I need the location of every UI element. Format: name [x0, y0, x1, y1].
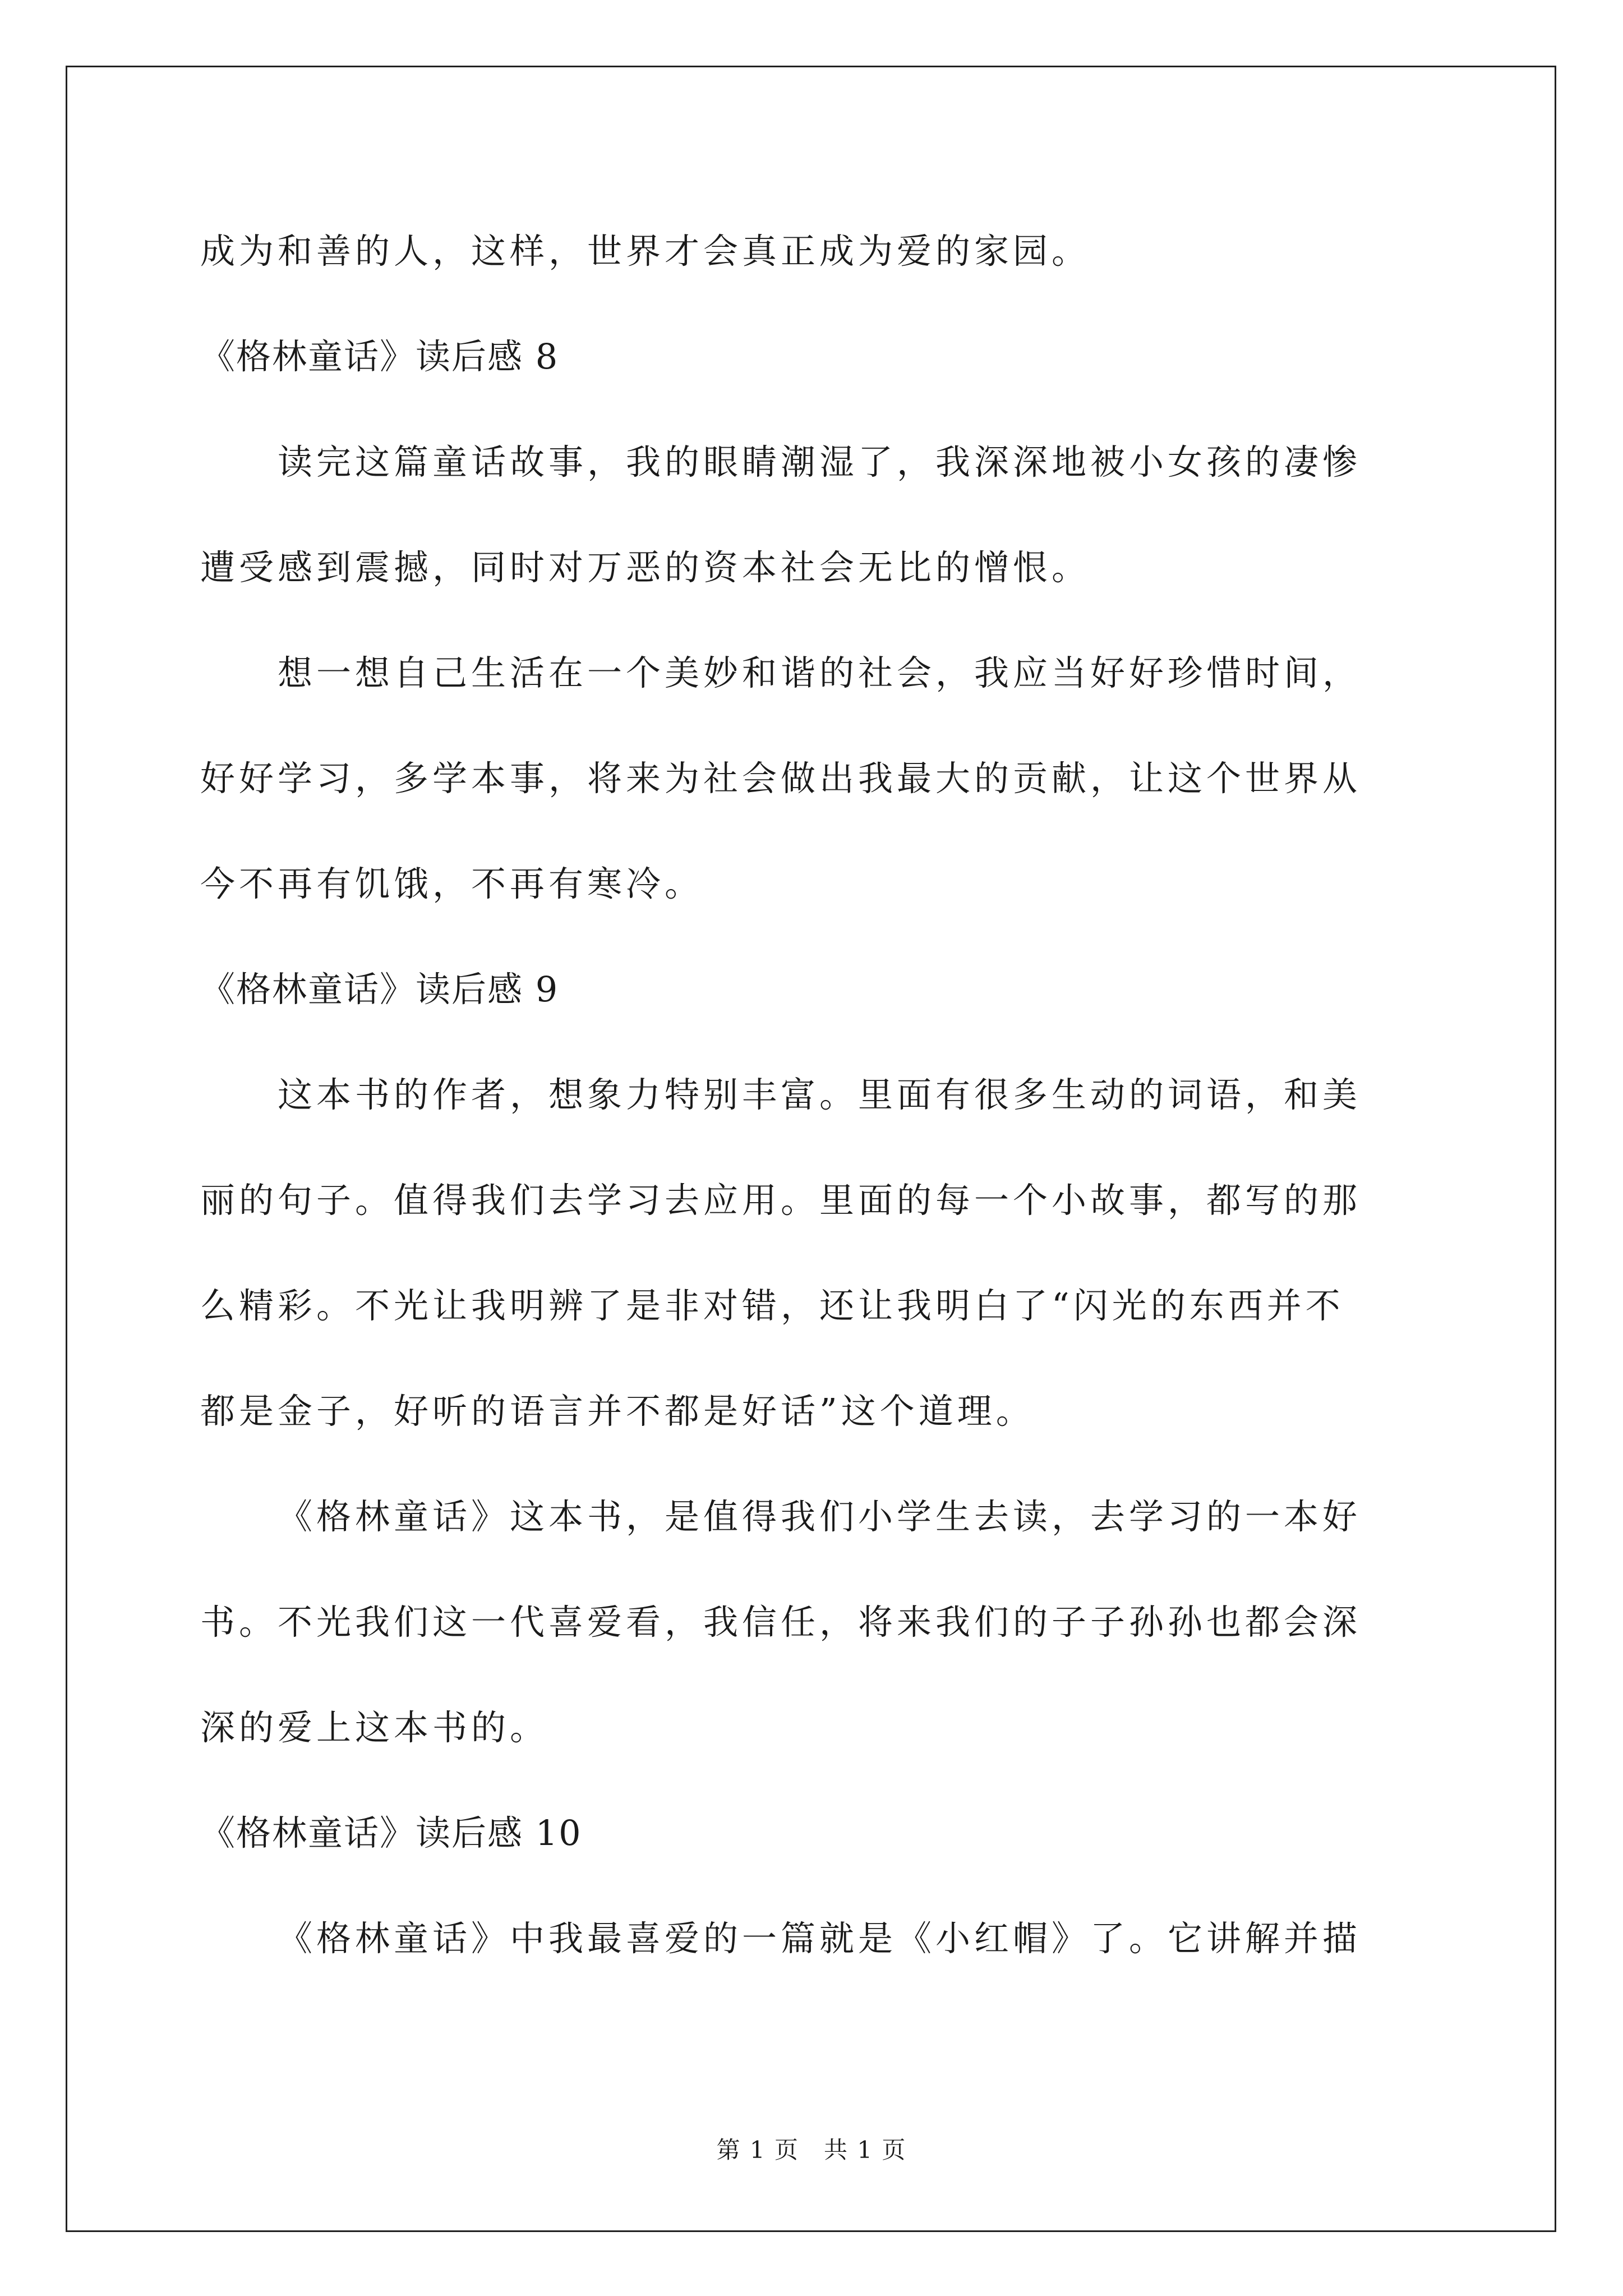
text-line: 书。不光我们这一代喜爱看，我信任，将来我们的子子孙孙也都会深 [200, 1602, 1362, 1642]
text-line: 丽的句子。值得我们去学习去应用。里面的每一个小故事，都写的那 [200, 1180, 1362, 1221]
text-line: 深的爱上这本书的。 [200, 1707, 549, 1748]
text-line: 好好学习，多学本事，将来为社会做出我最大的贡献，让这个世界从 [200, 758, 1362, 799]
text-line: 成为和善的人，这样，世界才会真正成为爱的家园。 [200, 231, 1091, 272]
section-heading: 《格林童话》读后感 8 [200, 336, 559, 377]
paragraph-first-line: 《格林童话》中我最喜爱的一篇就是《小红帽》了。它讲解并描 [278, 1918, 1362, 1959]
paragraph-first-line: 这本书的作者，想象力特别丰富。里面有很多生动的词语，和美 [278, 1074, 1362, 1115]
page-number-footer: 第 1 页 共 1 页 [716, 2136, 907, 2164]
text-line: 遭受感到震撼，同时对万恶的资本社会无比的憎恨。 [200, 547, 1091, 588]
section-heading: 《格林童话》读后感 10 [200, 1812, 582, 1853]
paragraph-first-line: 读完这篇童话故事，我的眼睛潮湿了，我深深地被小女孩的凄惨 [278, 441, 1362, 482]
paragraph-first-line: 《格林童话》这本书，是值得我们小学生去读，去学习的一本好 [278, 1496, 1362, 1537]
text-line: 么精彩。不光让我明辨了是非对错，还让我明白了“闪光的东西并不 [200, 1285, 1344, 1326]
text-line: 都是金子，好听的语言并不都是好话”这个道理。 [200, 1391, 1035, 1432]
text-line: 今不再有饥饿，不再有寒冷。 [200, 863, 704, 904]
paragraph-first-line: 想一想自己生活在一个美妙和谐的社会，我应当好好珍惜时间， [278, 652, 1362, 693]
document-body [200, 213, 1430, 2006]
section-heading: 《格林童话》读后感 9 [200, 969, 559, 1010]
